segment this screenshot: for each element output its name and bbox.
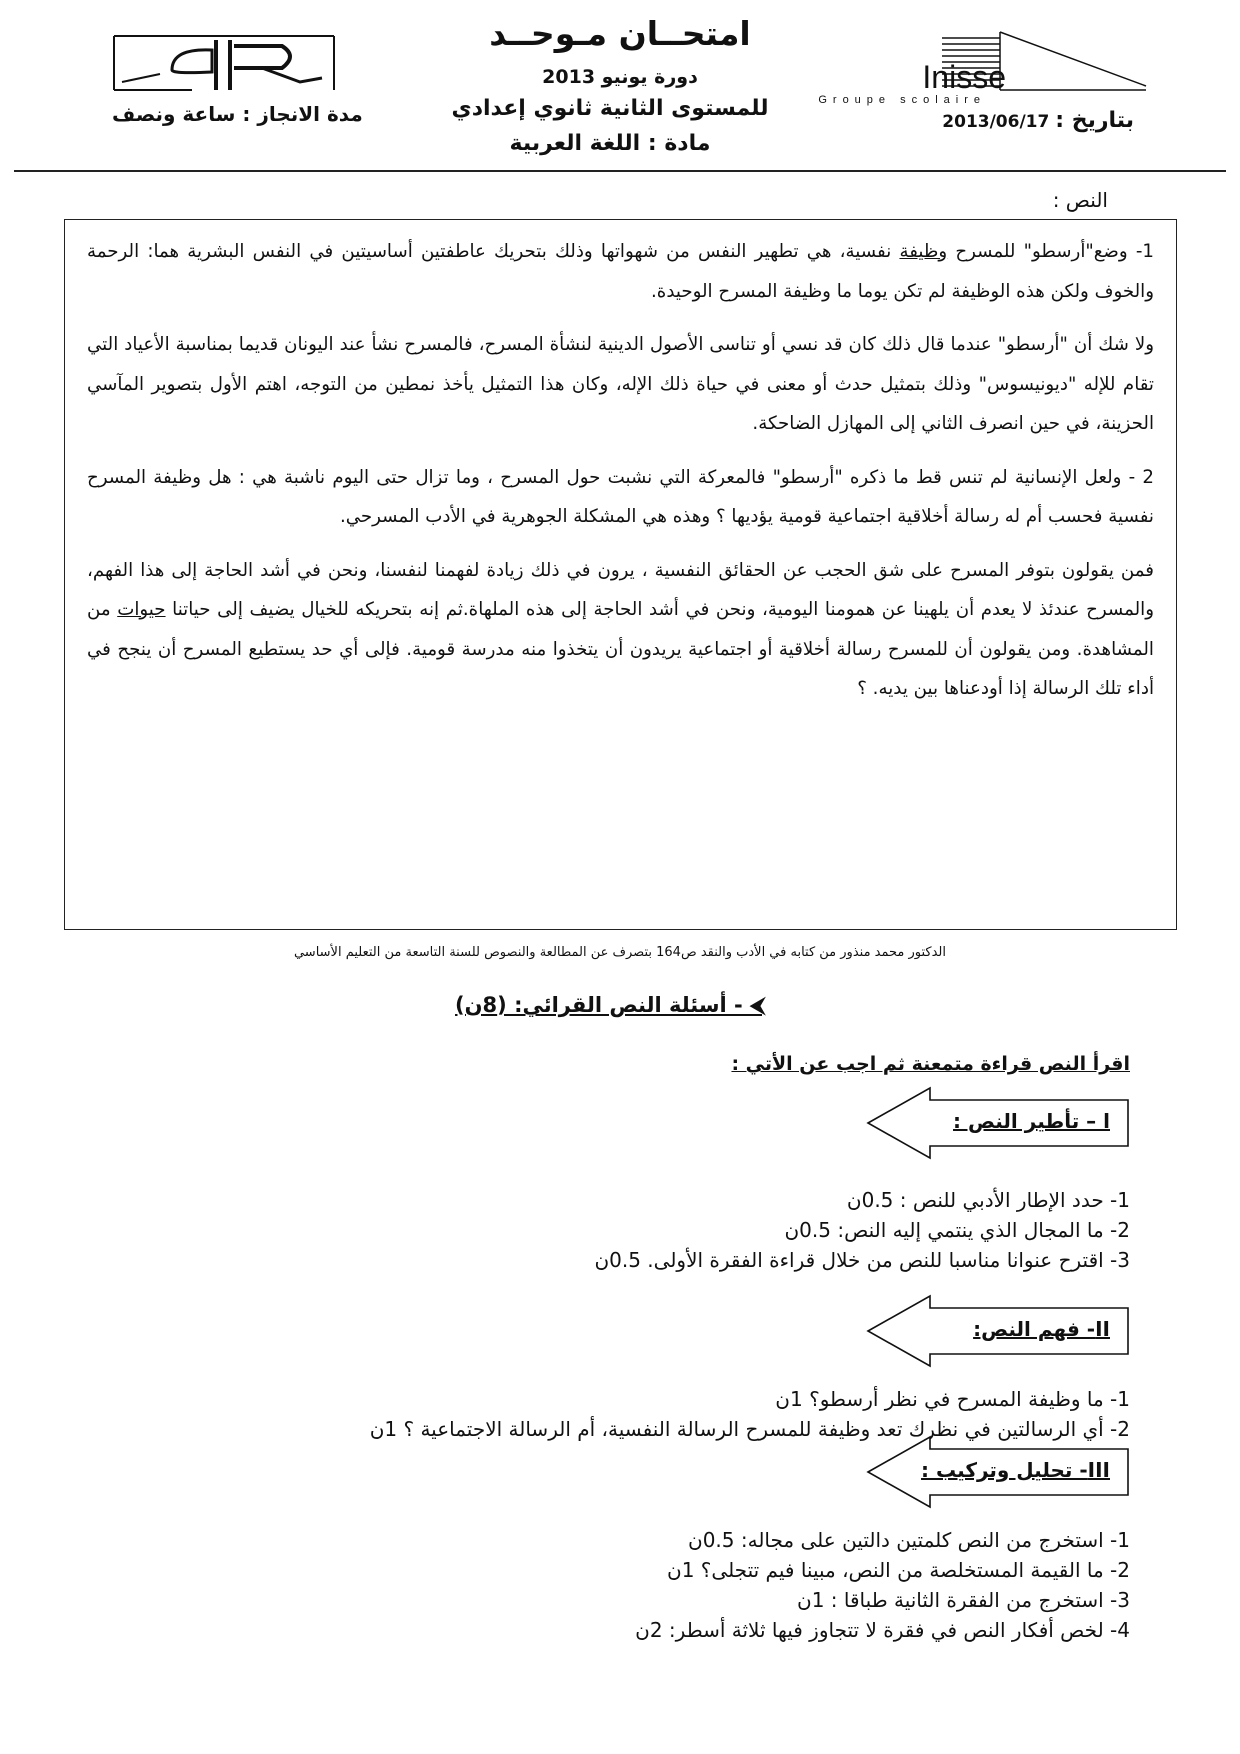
question-item: 3- استخرج من الفقرة الثانية طباقا : 1ن — [797, 1588, 1130, 1612]
section-title: ا – تأطير النص : — [953, 1109, 1110, 1133]
section-header-comprehension — [866, 1294, 1130, 1368]
exam-subject: مادة : اللغة العربية — [509, 131, 711, 156]
question-item: 1- استخرج من النص كلمتين دالتين على مجاله: 0.5ن — [688, 1528, 1130, 1552]
passage-paragraph-3: 2 - ولعل الإنسانية لم تنس قط ما ذكره "أرسطو" فالمعركة التي نشبت حول المسرح ، وما تزال حتى اليوم ناشبة هي : هل وظيفة المسرح نفسية فحسب أم له رسالة أخلاقية اجتماعية قومية يؤديها ؟ وهذه هي المشكلة الجوهرية في الأدب المسرحي. — [87, 466, 1154, 527]
passage-paragraph-4: فمن يقولون بتوفر المسرح على شق الحجب عن الحقائق النفسية ، يرون في ذلك زيادة لفهمنا لنفسنا، ونحن في أشد الحاجة إلى هذا الفهم، والمسرح عندئذ لا يعدم أن يلهينا عن همومنا اليومية، ونحن في أشد الحاجة إلى هذه الملهاة.ثم إنه بتحريكه للخيال يضيف إلى حياتنا حيوات من المشاهدة. ومن يقولون أن للمسرح رسالة أخلاقية أو اجتماعية يريدون أن يتخذوا منه مدرسة قومية. فإلى أي حد يستطيع المسرح أن ينجح في أداء تلك الرسالة إذا أودعناها بين يديه. ؟ — [87, 559, 1155, 699]
passage-paragraph-2: ولا شك أن "أرسطو" عندما قال ذلك كان قد نسي أو تناسى الأصول الدينية لنشأة المسرح، فالمسرح نشأ عند اليونان قديما بمناسبة الأعياد التي تقام للإله "ديونيسوس" وذلك بتمثيل حدث أو معنى في حياة ذلك الإله، وكان هذا التمثيل يأخذ نمطين من التوجه، اهتم الأول بتصوير المآسي الحزينة، في حين انصرف الثاني إلى المهازل الضاحكة. — [87, 334, 1154, 434]
underlined-word: وظيفة — [899, 241, 948, 262]
question-item: 2- ما القيمة المستخلصة من النص، مبينا فيم تتجلى؟ 1ن — [667, 1558, 1130, 1582]
logo-brand-text: Inisse — [922, 59, 1006, 95]
text-label: النص : — [1052, 188, 1108, 212]
section-title: III- تحليل وتركيب : — [921, 1458, 1110, 1482]
date-label: بتاريخ : — [1055, 108, 1134, 133]
date-value: 2013/06/17 — [942, 112, 1050, 132]
question-item: 1- حدد الإطار الأدبي للنص : 0.5ن — [846, 1188, 1130, 1212]
question-list-framing — [594, 1185, 1130, 1275]
instruction: اقرأ النص قراءة متمعنة ثم اجب عن الأتي : — [731, 1053, 1130, 1075]
question-list-analysis — [635, 1525, 1130, 1645]
passage-paragraph-1: 1- وضع"أرسطو" للمسرح وظيفة نفسية، هي تطهير النفس من شهواتها وذلك بتحريك عاطفتين أساسيتين في النفس البشرية هما: الرحمة والخوف ولكن هذه الوظيفة لم تكن يوما ما وظيفة المسرح الوحيدة. — [87, 241, 1154, 302]
exam-level: للمستوى الثانية ثانوي إعدادي — [451, 96, 769, 121]
section-header-framing — [866, 1086, 1130, 1160]
exam-session: دورة يونيو 2013 — [542, 66, 698, 88]
question-item: 3- اقترح عنوانا مناسبا للنص من خلال قراءة الفقرة الأولى. 0.5ن — [594, 1248, 1130, 1272]
passage-source: الدكتور محمد منذور من كتابه في الأدب والنقد ص164 بتصرف عن المطالعة والنصوص للسنة التاسعة من التعليم الأساسي — [293, 945, 947, 960]
question-item: 1- ما وظيفة المسرح في نظر أرسطو؟ 1ن — [775, 1387, 1130, 1411]
header-divider — [14, 170, 1226, 172]
underlined-word: حيوات — [117, 599, 166, 620]
questions-title: ⮜ - أسئلة النص القرائي: (8ن) — [455, 993, 765, 1017]
question-item: 4- لخص أفكار النص في فقرة لا تتجاوز فيها ثلاثة أسطر: 2ن — [635, 1618, 1130, 1642]
question-item: 2- أي الرسالتين في نظرك تعد وظيفة للمسرح الرسالة النفسية، أم الرسالة الاجتماعية ؟ 1ن — [369, 1417, 1130, 1441]
school-logo — [818, 30, 1156, 106]
exam-duration: مدة الانجاز : ساعة ونصف — [112, 102, 363, 126]
logo-subtitle-text: Groupe scolaire — [818, 94, 986, 106]
ministry-logo — [112, 34, 340, 92]
section-header-analysis — [866, 1435, 1130, 1509]
question-item: 2- ما المجال الذي ينتمي إليه النص: 0.5ن — [784, 1218, 1130, 1242]
reading-passage — [64, 219, 1177, 930]
section-title: II- فهم النص: — [973, 1317, 1110, 1341]
exam-date — [942, 108, 1134, 133]
exam-title: امتحــان مـوحــد — [489, 14, 751, 53]
